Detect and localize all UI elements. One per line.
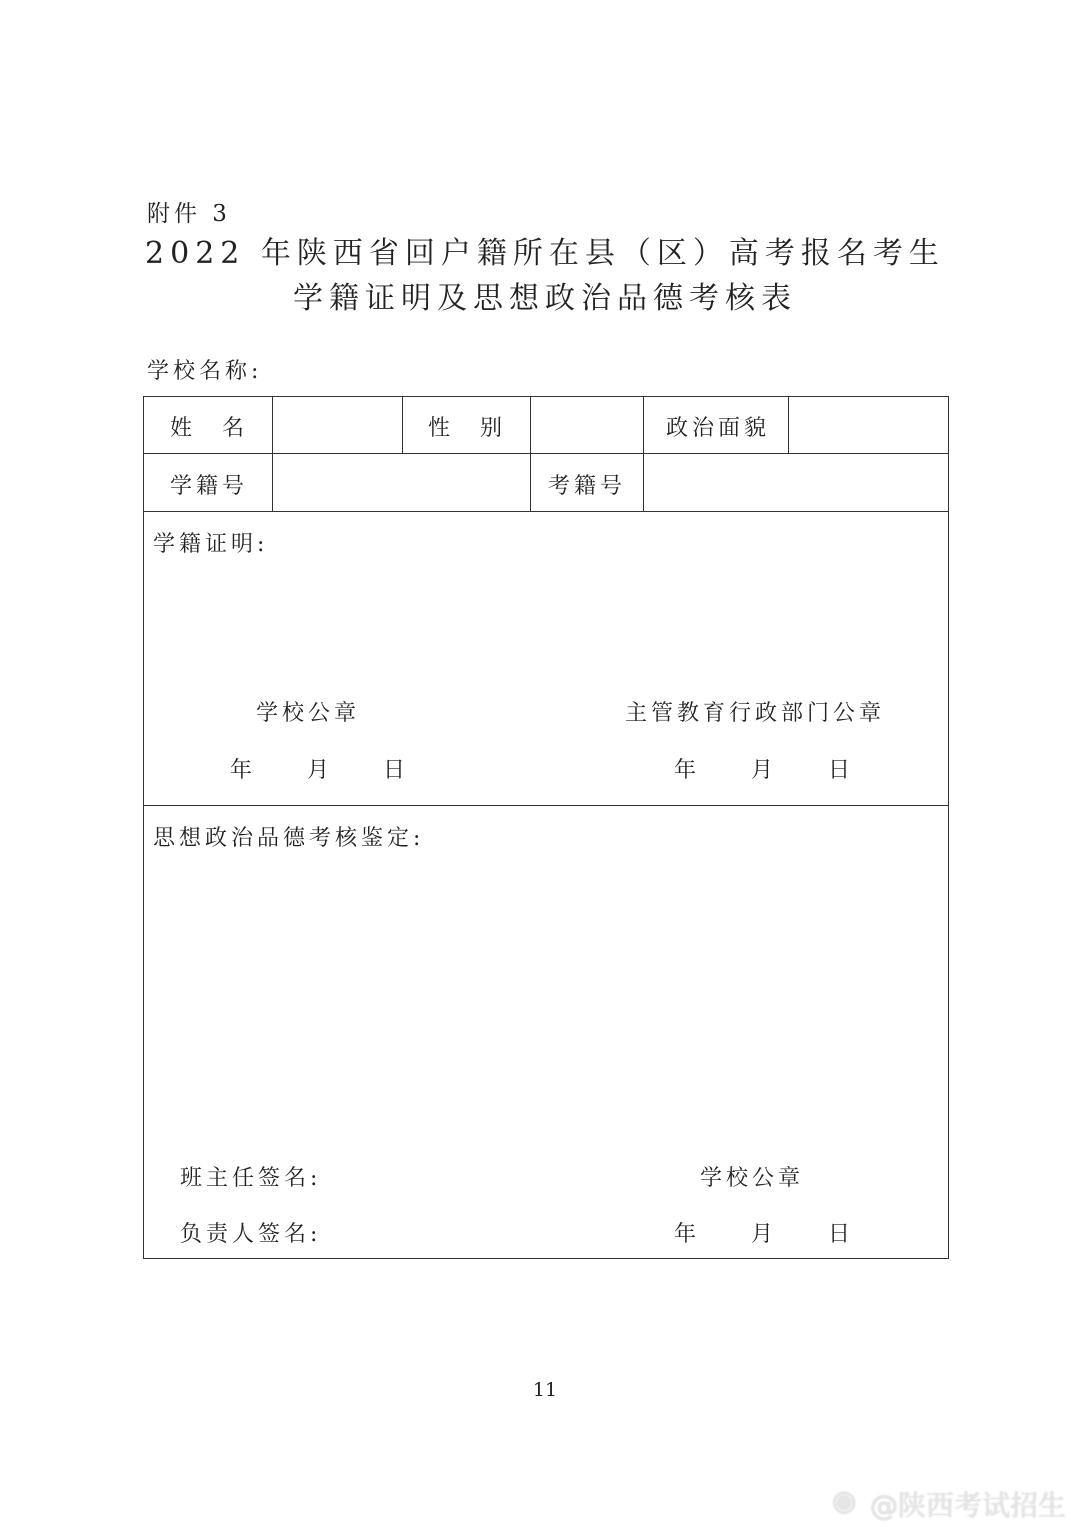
date-year: 年 bbox=[230, 758, 257, 783]
divider bbox=[143, 511, 949, 512]
student-id-field[interactable] bbox=[273, 454, 529, 510]
weibo-icon: ◉ bbox=[832, 1484, 857, 1517]
date-year: 年 bbox=[674, 1222, 701, 1247]
principal-sign-label: 负责人签名: bbox=[180, 1222, 322, 1247]
date-month: 月 bbox=[751, 758, 778, 783]
divider bbox=[948, 396, 949, 1259]
gender-field[interactable] bbox=[531, 397, 642, 453]
school-seal-label: 学校公章 bbox=[256, 701, 361, 726]
enrollment-cert-label: 学籍证明: bbox=[153, 532, 269, 557]
school-name-label: 学校名称: bbox=[147, 359, 263, 384]
page-number: 11 bbox=[532, 1379, 558, 1401]
title-line2: 学籍证明及思想政治品德考核表 bbox=[293, 281, 797, 316]
watermark: @陕西考试招生 bbox=[870, 1489, 1067, 1522]
date-day: 日 bbox=[828, 758, 855, 783]
exam-id-label: 考籍号 bbox=[548, 474, 627, 499]
divider bbox=[143, 805, 949, 806]
date-month: 月 bbox=[751, 1222, 778, 1247]
name-field[interactable] bbox=[273, 397, 401, 453]
student-id-label: 学籍号 bbox=[170, 474, 249, 499]
teacher-sign-label: 班主任签名: bbox=[180, 1166, 322, 1191]
attachment-label: 附件 3 bbox=[147, 201, 231, 227]
name-label: 姓 名 bbox=[170, 416, 249, 441]
school-seal-label: 学校公章 bbox=[700, 1166, 805, 1191]
date-year: 年 bbox=[674, 758, 701, 783]
political-status-label: 政治面貌 bbox=[666, 416, 771, 441]
political-status-field[interactable] bbox=[789, 397, 947, 453]
date-day: 日 bbox=[828, 1222, 855, 1247]
divider bbox=[143, 396, 144, 1259]
date-day: 日 bbox=[383, 758, 410, 783]
exam-id-field[interactable] bbox=[644, 454, 947, 510]
divider bbox=[402, 396, 403, 453]
moral-eval-label: 思想政治品德考核鉴定: bbox=[153, 826, 425, 851]
date-month: 月 bbox=[307, 758, 334, 783]
divider bbox=[143, 1258, 949, 1259]
gender-label: 性 别 bbox=[428, 416, 507, 441]
edu-dept-seal-label: 主管教育行政部门公章 bbox=[625, 701, 886, 726]
title-line1: 2022 年陕西省回户籍所在县（区）高考报名考生 bbox=[145, 236, 945, 271]
